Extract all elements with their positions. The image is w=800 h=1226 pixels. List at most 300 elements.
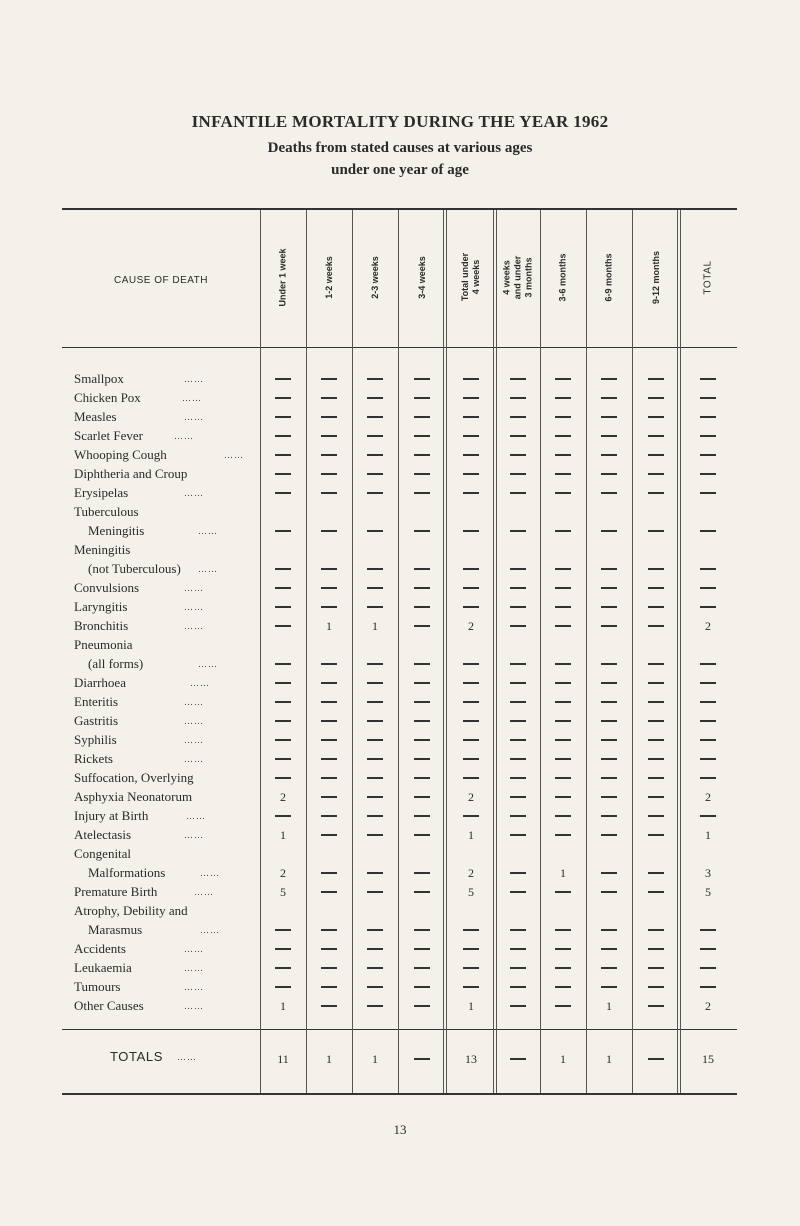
nil-dash	[321, 378, 337, 379]
nil-dash	[321, 530, 337, 531]
nil-dash	[275, 416, 291, 417]
totals-label	[110, 1049, 197, 1064]
nil-dash	[555, 720, 571, 721]
table-cell	[352, 692, 398, 712]
cause-label	[74, 578, 260, 598]
totals-cell	[632, 1049, 680, 1069]
nil-dash	[601, 587, 617, 588]
table-cell	[680, 597, 736, 617]
nil-dash	[648, 834, 664, 835]
column-header	[398, 212, 446, 342]
table-cell	[586, 464, 632, 484]
table-cell	[496, 616, 540, 636]
nil-dash	[648, 663, 664, 664]
nil-dash	[510, 473, 526, 474]
cell-value: 1	[468, 827, 474, 842]
table-cell	[306, 426, 352, 446]
nil-dash	[414, 416, 430, 417]
nil-dash	[321, 872, 337, 873]
nil-dash	[648, 397, 664, 398]
column-header	[352, 212, 398, 342]
table-cell	[680, 768, 736, 788]
table-cell	[352, 426, 398, 446]
table-cell	[260, 578, 306, 598]
table-cell	[540, 768, 586, 788]
table-cell	[632, 711, 680, 731]
nil-dash	[700, 454, 716, 455]
table-cell	[680, 920, 736, 940]
table-cell	[496, 996, 540, 1016]
cell-value: 2	[280, 789, 286, 804]
table-cell	[496, 977, 540, 997]
nil-dash	[510, 663, 526, 664]
table-cell	[540, 616, 586, 636]
table-cell	[680, 673, 736, 693]
table-cell	[540, 958, 586, 978]
column-header	[306, 212, 352, 342]
nil-dash	[700, 397, 716, 398]
cause-text: Atelectasis	[74, 827, 132, 842]
table-cell	[680, 654, 736, 674]
nil-dash	[414, 378, 430, 379]
nil-dash	[463, 682, 479, 683]
table-cell	[632, 521, 680, 541]
nil-dash	[510, 834, 526, 835]
table-cell	[540, 407, 586, 427]
table-cell	[306, 597, 352, 617]
nil-dash	[555, 777, 571, 778]
nil-dash	[510, 682, 526, 683]
table-cell	[496, 407, 540, 427]
table-cell	[680, 616, 736, 636]
cell-value: 2	[468, 789, 474, 804]
table-cell	[306, 578, 352, 598]
table-cell	[586, 806, 632, 826]
table-cell	[586, 749, 632, 769]
nil-dash	[700, 986, 716, 987]
nil-dash	[601, 606, 617, 607]
table-cell	[446, 996, 496, 1016]
nil-dash	[275, 625, 291, 626]
nil-dash	[414, 872, 430, 873]
totals-cell	[260, 1049, 306, 1069]
table-cell	[540, 369, 586, 389]
nil-dash	[555, 492, 571, 493]
nil-dash	[414, 1005, 430, 1006]
table-cell	[632, 806, 680, 826]
table-cell	[632, 787, 680, 807]
table-cell	[352, 863, 398, 883]
leader-dots: ……	[184, 716, 204, 726]
nil-dash	[275, 701, 291, 702]
nil-dash	[700, 568, 716, 569]
cause-label	[74, 844, 260, 864]
cause-label	[74, 502, 260, 522]
table-cell	[496, 958, 540, 978]
nil-dash	[648, 815, 664, 816]
table-cell	[446, 597, 496, 617]
nil-dash	[648, 739, 664, 740]
table-cell	[586, 939, 632, 959]
nil-dash	[601, 473, 617, 474]
nil-dash	[321, 986, 337, 987]
nil-dash	[555, 701, 571, 702]
table-cell	[496, 483, 540, 503]
table-cell	[306, 920, 352, 940]
cell-value: 1	[280, 998, 286, 1013]
cause-text: Accidents	[74, 941, 126, 956]
table-cell	[446, 464, 496, 484]
nil-dash	[601, 929, 617, 930]
table-cell	[496, 806, 540, 826]
table-cell	[398, 977, 446, 997]
table-cell	[398, 882, 446, 902]
table-cell	[352, 920, 398, 940]
table-cell	[352, 673, 398, 693]
cause-label	[74, 559, 274, 579]
cell-value: 1	[606, 998, 612, 1013]
nil-dash	[414, 796, 430, 797]
table-cell	[446, 787, 496, 807]
table-cell	[398, 578, 446, 598]
table-cell	[260, 863, 306, 883]
nil-dash	[367, 720, 383, 721]
table-cell	[632, 768, 680, 788]
cell-value: 1	[606, 1051, 612, 1066]
table-cell	[632, 673, 680, 693]
nil-dash	[275, 967, 291, 968]
table-cell	[352, 749, 398, 769]
cause-label	[74, 749, 260, 769]
nil-dash	[463, 720, 479, 721]
table-cell	[586, 654, 632, 674]
table-cell	[496, 749, 540, 769]
nil-dash	[510, 891, 526, 892]
nil-dash	[700, 967, 716, 968]
table-cell	[540, 939, 586, 959]
table-cell	[446, 407, 496, 427]
nil-dash	[601, 986, 617, 987]
nil-dash	[367, 739, 383, 740]
nil-dash	[367, 834, 383, 835]
nil-dash	[555, 473, 571, 474]
table-cell	[540, 597, 586, 617]
table-cell	[398, 654, 446, 674]
nil-dash	[463, 777, 479, 778]
leader-dots: ……	[184, 754, 204, 764]
table-cell	[632, 863, 680, 883]
column-header	[540, 212, 586, 342]
nil-dash	[648, 777, 664, 778]
nil-dash	[463, 663, 479, 664]
column-header	[496, 212, 540, 342]
cause-text: Gastritis	[74, 713, 119, 728]
nil-dash	[601, 397, 617, 398]
table-cell	[306, 521, 352, 541]
table-cell	[446, 882, 496, 902]
table-top-rule	[62, 208, 737, 210]
nil-dash	[555, 435, 571, 436]
nil-dash	[321, 568, 337, 569]
table-cell	[398, 996, 446, 1016]
table-cell	[306, 692, 352, 712]
nil-dash	[321, 606, 337, 607]
table-cell	[398, 464, 446, 484]
totals-cell	[398, 1049, 446, 1069]
table-cell	[540, 483, 586, 503]
nil-dash	[463, 378, 479, 379]
table-cell	[306, 388, 352, 408]
leader-dots: ……	[200, 868, 220, 878]
nil-dash	[463, 587, 479, 588]
table-cell	[632, 426, 680, 446]
table-cell	[260, 958, 306, 978]
table-cell	[680, 464, 736, 484]
nil-dash	[555, 815, 571, 816]
cause-label	[74, 711, 260, 731]
cause-text: Bronchitis	[74, 618, 129, 633]
column-header	[586, 212, 632, 342]
totals-cell	[680, 1049, 736, 1069]
table-cell	[446, 825, 496, 845]
nil-dash	[648, 986, 664, 987]
table-cell	[496, 863, 540, 883]
table-cell	[306, 730, 352, 750]
cause-text: Whooping Cough	[74, 447, 167, 462]
nil-dash	[555, 454, 571, 455]
table-cell	[398, 369, 446, 389]
table-cell	[586, 369, 632, 389]
table-cell	[352, 939, 398, 959]
nil-dash	[648, 378, 664, 379]
nil-dash	[275, 739, 291, 740]
table-cell	[680, 730, 736, 750]
nil-dash	[601, 815, 617, 816]
leader-dots: ……	[200, 925, 220, 935]
nil-dash	[275, 473, 291, 474]
table-cell	[306, 369, 352, 389]
header-bottom-rule	[62, 347, 737, 348]
table-cell	[260, 654, 306, 674]
table-cell	[260, 787, 306, 807]
cause-text: Diphtheria and Croup	[74, 466, 188, 481]
nil-dash	[510, 720, 526, 721]
nil-dash	[601, 891, 617, 892]
nil-dash	[414, 986, 430, 987]
table-cell	[260, 768, 306, 788]
nil-dash	[700, 815, 716, 816]
table-cell	[306, 996, 352, 1016]
table-cell	[446, 730, 496, 750]
cause-text: Leukaemia	[74, 960, 132, 975]
leader-dots: ……	[184, 944, 204, 954]
table-cell	[352, 768, 398, 788]
nil-dash	[601, 948, 617, 949]
table-cell	[352, 882, 398, 902]
nil-dash	[414, 929, 430, 930]
nil-dash	[275, 777, 291, 778]
nil-dash	[601, 416, 617, 417]
table-cell	[632, 977, 680, 997]
cause-text: Meningitis	[74, 542, 131, 557]
table-cell	[306, 863, 352, 883]
table-cell	[586, 616, 632, 636]
nil-dash	[321, 891, 337, 892]
table-cell	[398, 749, 446, 769]
cell-value: 2	[280, 865, 286, 880]
nil-dash	[321, 435, 337, 436]
leader-dots: ……	[184, 697, 204, 707]
nil-dash	[275, 758, 291, 759]
totals-cell	[496, 1049, 540, 1069]
cause-label	[74, 863, 274, 883]
table-cell	[540, 654, 586, 674]
table-cell	[680, 426, 736, 446]
table-cell	[632, 996, 680, 1016]
nil-dash	[275, 929, 291, 930]
totals-cell	[586, 1049, 632, 1069]
leader-dots: ……	[186, 811, 206, 821]
nil-dash	[275, 948, 291, 949]
table-cell	[260, 426, 306, 446]
nil-dash	[367, 701, 383, 702]
nil-dash	[648, 967, 664, 968]
cause-text: Atrophy, Debility and	[74, 903, 188, 918]
cause-text: Scarlet Fever	[74, 428, 143, 443]
nil-dash	[367, 568, 383, 569]
nil-dash	[601, 701, 617, 702]
table-cell	[398, 920, 446, 940]
table-cell	[260, 730, 306, 750]
nil-dash	[648, 701, 664, 702]
nil-dash	[601, 454, 617, 455]
nil-dash	[601, 967, 617, 968]
nil-dash	[321, 948, 337, 949]
table-cell	[496, 787, 540, 807]
table-cell	[632, 445, 680, 465]
table-bottom-rule	[62, 1093, 737, 1095]
table-cell	[586, 863, 632, 883]
cell-value: 1	[372, 618, 378, 633]
table-cell	[446, 673, 496, 693]
table-cell	[260, 711, 306, 731]
table-cell	[398, 388, 446, 408]
table-cell	[398, 673, 446, 693]
table-cell	[496, 730, 540, 750]
nil-dash	[510, 568, 526, 569]
nil-dash	[648, 758, 664, 759]
nil-dash	[321, 1005, 337, 1006]
nil-dash	[648, 891, 664, 892]
table-cell	[632, 369, 680, 389]
nil-dash	[414, 454, 430, 455]
cause-text: Smallpox	[74, 371, 124, 386]
nil-dash	[510, 929, 526, 930]
table-cell	[446, 369, 496, 389]
nil-dash	[648, 454, 664, 455]
column-header-label: 9-12 months	[650, 250, 661, 304]
table-cell	[540, 920, 586, 940]
nil-dash	[275, 397, 291, 398]
nil-dash	[555, 663, 571, 664]
nil-dash	[648, 929, 664, 930]
table-cell	[352, 388, 398, 408]
table-cell	[540, 730, 586, 750]
nil-dash	[510, 530, 526, 531]
nil-dash	[367, 435, 383, 436]
leader-dots: ……	[184, 1001, 204, 1011]
table-cell	[540, 388, 586, 408]
table-cell	[260, 559, 306, 579]
table-cell	[680, 711, 736, 731]
table-cell	[540, 464, 586, 484]
nil-dash	[463, 530, 479, 531]
nil-dash	[367, 872, 383, 873]
leader-dots: ……	[176, 1051, 197, 1062]
cause-label	[74, 958, 260, 978]
totals-text: TOTALS	[110, 1049, 163, 1064]
table-cell	[446, 426, 496, 446]
cell-value: 1	[326, 1051, 332, 1066]
nil-dash	[275, 568, 291, 569]
nil-dash	[648, 796, 664, 797]
leader-dots: ……	[182, 393, 202, 403]
cause-label	[74, 654, 274, 674]
nil-dash	[601, 777, 617, 778]
table-cell	[586, 578, 632, 598]
leader-dots: ……	[198, 564, 218, 574]
leader-dots: ……	[184, 621, 204, 631]
nil-dash	[321, 834, 337, 835]
table-cell	[632, 749, 680, 769]
nil-dash	[275, 720, 291, 721]
table-cell	[496, 464, 540, 484]
table-cell	[446, 654, 496, 674]
table-cell	[398, 768, 446, 788]
table-cell	[446, 863, 496, 883]
nil-dash	[648, 473, 664, 474]
nil-dash	[700, 948, 716, 949]
table-cell	[680, 521, 736, 541]
table-cell	[586, 730, 632, 750]
column-header-label: 6-9 months	[603, 252, 614, 302]
table-cell	[680, 958, 736, 978]
nil-dash	[601, 739, 617, 740]
nil-dash	[648, 872, 664, 873]
cause-label	[74, 521, 274, 541]
nil-dash	[463, 606, 479, 607]
table-cell	[446, 749, 496, 769]
table-cell	[586, 882, 632, 902]
table-cell	[352, 787, 398, 807]
nil-dash	[367, 948, 383, 949]
nil-dash	[414, 568, 430, 569]
column-header-label: TOTAL	[702, 259, 714, 295]
nil-dash	[555, 568, 571, 569]
table-cell	[260, 673, 306, 693]
table-cell	[352, 521, 398, 541]
table-cell	[446, 939, 496, 959]
table-cell	[632, 882, 680, 902]
leader-dots: ……	[184, 963, 204, 973]
nil-dash	[700, 492, 716, 493]
table-cell	[260, 521, 306, 541]
table-cell	[680, 749, 736, 769]
nil-dash	[321, 663, 337, 664]
nil-dash	[700, 720, 716, 721]
table-cell	[632, 407, 680, 427]
nil-dash	[510, 796, 526, 797]
